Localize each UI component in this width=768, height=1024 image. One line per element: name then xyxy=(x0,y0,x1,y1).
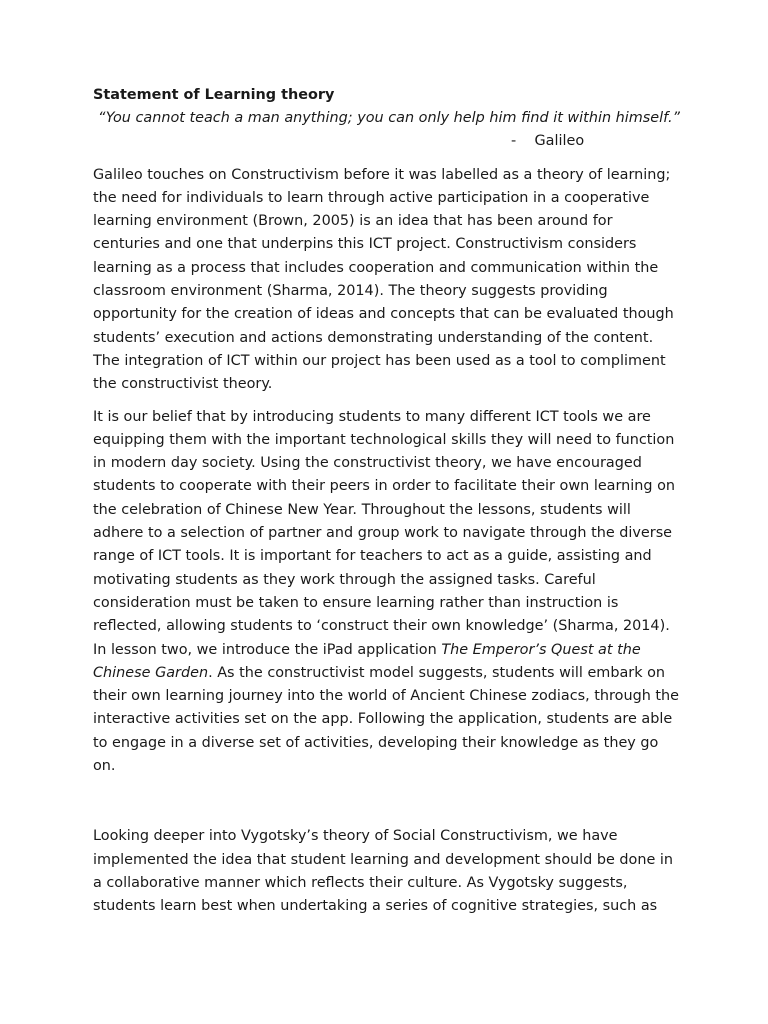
paragraph-1: Galileo touches on Constructivism before it was labelled as a theory of learning; the need for individuals to learn through active participation in a cooperative learning environment (Brown, 2005) is an idea that has been around for centuries and one that underpins this ICT project. Constructivism considers learning as a process that includes cooperation and communication within the classroom environment (Sharma, 2014). The theory suggests providing opportunity for the creation of ideas and concepts that can be evaluated though students’ execution and actions demonstrating understanding of the content. The integration of ICT within our project has been used as a tool to compliment the constructivist theory. xyxy=(93,166,674,393)
paragraph-3: Looking deeper into Vygotsky’s theory of Social Constructivism, we have implemented the idea that student learning and development should be done in a collaborative manner which reflects their culture. As Vygotsky suggests, students learn best when undertaking a series of cognitive strategies, such as xyxy=(93,828,674,915)
paragraph-2 xyxy=(93,406,683,779)
paragraph-2-text-a: It is our belief that by introducing students to many different ICT tools we are equipping them with the important technological skills they will need to function in modern day society. Using the constructivist theory, we have encouraged students to cooperate with their peers in order to facilitate their own learning on the celebration of Chinese New Year. Throughout the lessons, students will adhere to a selection of partner and group work to navigate through the diverse range of ICT tools. It is important for teachers to act as a guide, assisting and motivating students as they work through the assigned tasks. Careful consideration must be taken to ensure learning rather than instruction is reflected, allowing students to ‘construct their own knowledge’ (Sharma, 2014). In lesson two, we introduce the iPad application xyxy=(93,408,676,658)
attribution-dash: - xyxy=(511,133,517,150)
document-page xyxy=(93,84,683,928)
app-title: The Emperor’s Quest at the Chinese Garden xyxy=(93,641,641,681)
epigraph-quote: “You cannot teach a man anything; you can only help him find it within himself.” xyxy=(98,110,680,126)
paragraph-spacer xyxy=(93,787,683,825)
epigraph-attribution xyxy=(93,130,683,153)
document-title: Statement of Learning theory xyxy=(93,87,335,103)
paragraph-2-text-b: . As the constructivist model suggests, students will embark on their own learning journey into the world of Ancient Chinese zodiacs, through the interactive activities set on the app. Following the application, students are able to engage in a diverse set of activities, developing their knowledge as they go on. xyxy=(93,664,680,775)
attribution-name: Galileo xyxy=(534,133,585,150)
